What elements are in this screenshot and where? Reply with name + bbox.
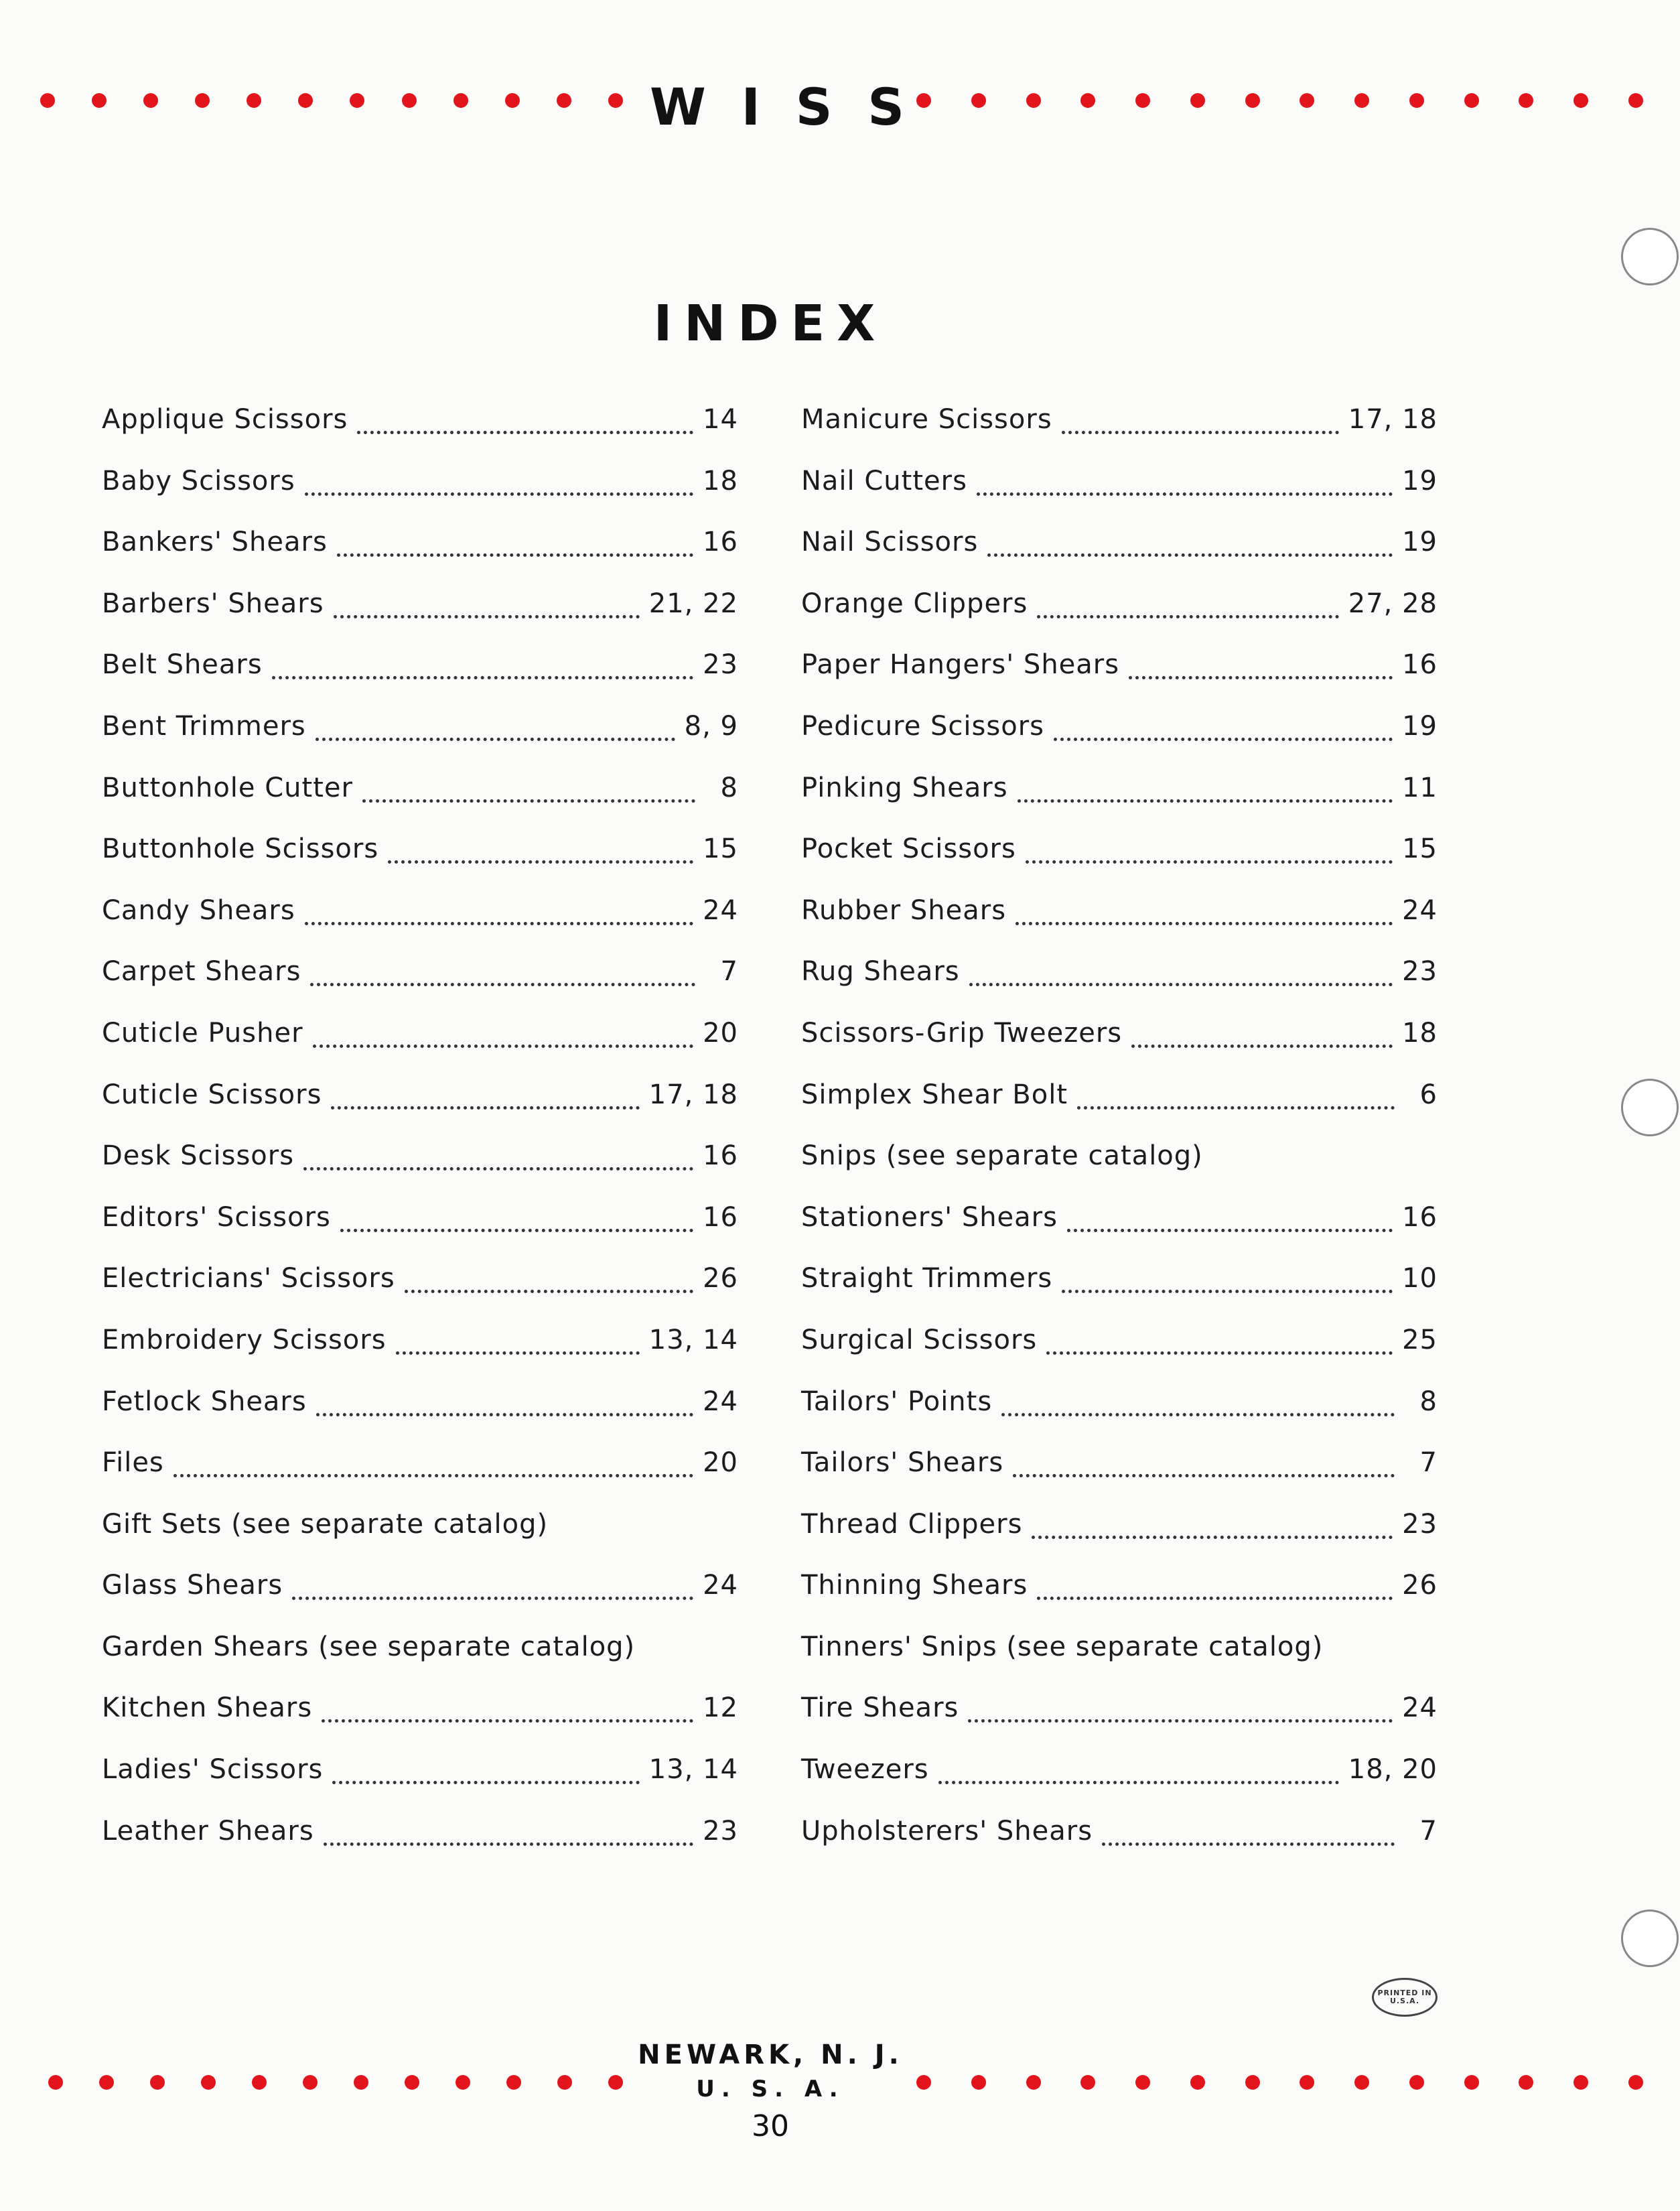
dot-leader xyxy=(332,1747,639,1784)
dot-leader xyxy=(337,519,693,557)
entry-name: Kitchen Shears xyxy=(102,1692,313,1724)
brand-letter: I xyxy=(741,77,760,137)
entry-name: Cuticle Scissors xyxy=(102,1079,322,1110)
entry-name: Paper Hangers' Shears xyxy=(801,649,1120,681)
red-dot xyxy=(1519,93,1533,108)
index-entry xyxy=(102,949,738,1010)
entry-name: Files xyxy=(102,1447,164,1479)
dot-leader xyxy=(405,1256,693,1293)
entry-name: Tweezers xyxy=(801,1754,929,1786)
red-dot xyxy=(557,93,571,108)
entry-page: 18 xyxy=(1402,1017,1438,1049)
red-dot xyxy=(247,93,261,108)
index-entry xyxy=(102,1133,738,1195)
index-entry xyxy=(102,1562,738,1624)
entry-page: 15 xyxy=(1402,833,1438,865)
dot-leader xyxy=(1062,397,1339,434)
index-column-right xyxy=(801,397,1438,1869)
index-entry xyxy=(801,642,1438,704)
index-entry xyxy=(102,1072,738,1134)
top-dots-left xyxy=(40,80,623,121)
entry-name: Baby Scissors xyxy=(102,465,295,496)
brand-letter: W xyxy=(650,77,706,137)
index-entry xyxy=(801,1440,1438,1501)
page-number: 30 xyxy=(752,2109,789,2143)
red-dot xyxy=(1354,93,1369,108)
index-entry xyxy=(801,1685,1438,1747)
entry-page: 19 xyxy=(1402,710,1438,742)
index-entry xyxy=(102,1501,738,1563)
entry-name: Stationers' Shears xyxy=(801,1201,1058,1233)
red-dot xyxy=(40,93,55,108)
red-dot xyxy=(402,93,417,108)
index-entry xyxy=(102,888,738,949)
index-entry xyxy=(801,1195,1438,1256)
entry-name: Belt Shears xyxy=(102,649,263,681)
dot-leader xyxy=(292,1562,693,1600)
dot-leader xyxy=(340,1195,693,1232)
dot-leader xyxy=(272,642,693,679)
index-entry xyxy=(801,949,1438,1010)
red-dot xyxy=(453,93,468,108)
entry-page: 8 xyxy=(1419,1386,1438,1417)
index-entry xyxy=(801,1317,1438,1379)
dot-leader xyxy=(316,1379,693,1416)
dot-leader xyxy=(303,1133,693,1170)
dot-leader xyxy=(969,949,1393,986)
entry-page: 23 xyxy=(1402,956,1438,988)
index-entry xyxy=(102,1195,738,1256)
dot-leader xyxy=(1037,581,1338,618)
entry-page: 16 xyxy=(703,1201,738,1233)
dot-leader xyxy=(1001,1379,1395,1416)
dot-leader xyxy=(987,519,1393,557)
entry-name: Scissors-Grip Tweezers xyxy=(801,1017,1123,1049)
entry-name: Electricians' Scissors xyxy=(102,1263,395,1294)
dot-leader xyxy=(977,458,1393,496)
red-dot xyxy=(143,93,158,108)
red-dot xyxy=(1573,93,1588,108)
dot-leader xyxy=(322,1685,693,1723)
entry-name: Bent Trimmers xyxy=(102,710,306,742)
dot-leader xyxy=(310,949,695,986)
entry-page: 18 xyxy=(703,465,738,496)
entry-page: 20 xyxy=(703,1447,738,1479)
index-entry xyxy=(102,1440,738,1501)
index-entry xyxy=(801,826,1438,888)
index-entry xyxy=(102,1747,738,1808)
index-entry xyxy=(102,1624,738,1686)
index-entry xyxy=(801,1624,1438,1686)
dot-leader xyxy=(1077,1072,1395,1110)
entry-page: 23 xyxy=(703,649,738,681)
entry-page: 24 xyxy=(1402,1692,1438,1724)
index-entry xyxy=(801,1010,1438,1072)
dot-leader xyxy=(305,458,693,496)
entry-name: Pocket Scissors xyxy=(801,833,1016,865)
entry-name: Surgical Scissors xyxy=(801,1324,1038,1355)
entry-name: Fetlock Shears xyxy=(102,1386,307,1417)
footer-country: U. S. A. xyxy=(696,2076,845,2102)
dot-leader xyxy=(316,704,675,741)
entry-name: Embroidery Scissors xyxy=(102,1324,387,1355)
red-dot xyxy=(1135,93,1150,108)
dot-leader xyxy=(1037,1562,1393,1600)
index-entry xyxy=(102,1379,738,1440)
entry-name: Ladies' Scissors xyxy=(102,1754,324,1786)
red-dot xyxy=(1245,93,1260,108)
red-dot xyxy=(1628,93,1643,108)
index-entry xyxy=(102,397,738,458)
brand-letter: S xyxy=(867,77,904,137)
entry-page: 11 xyxy=(1402,772,1438,803)
dot-leader xyxy=(1062,1256,1393,1293)
red-dot xyxy=(298,93,313,108)
entry-name: Applique Scissors xyxy=(102,404,348,435)
entry-page: 19 xyxy=(1402,465,1438,496)
entry-page: 23 xyxy=(1402,1508,1438,1540)
red-dot xyxy=(1026,93,1041,108)
entry-page: 17, 18 xyxy=(1348,404,1438,435)
red-dot xyxy=(1300,93,1314,108)
entry-name: Barbers' Shears xyxy=(102,588,324,619)
entry-name: Gift Sets (see separate catalog) xyxy=(102,1508,549,1540)
index-entry xyxy=(801,397,1438,458)
red-dot xyxy=(1190,93,1205,108)
entry-name: Tinners' Snips (see separate catalog) xyxy=(801,1631,1324,1662)
red-dot xyxy=(350,93,364,108)
index-entry xyxy=(102,581,738,643)
index-entry xyxy=(102,1256,738,1317)
entry-name: Carpet Shears xyxy=(102,956,301,988)
red-dot xyxy=(608,93,623,108)
index-entry xyxy=(102,642,738,704)
dot-leader xyxy=(362,765,695,803)
index-entry xyxy=(801,888,1438,949)
entry-page: 16 xyxy=(1402,649,1438,681)
index-entry xyxy=(102,1317,738,1379)
dot-leader xyxy=(968,1685,1393,1723)
index-entry xyxy=(102,826,738,888)
entry-page: 16 xyxy=(1402,1201,1438,1233)
dot-leader xyxy=(357,397,693,434)
red-dot xyxy=(1464,93,1479,108)
brand-wordmark xyxy=(650,75,904,139)
red-dot xyxy=(195,93,210,108)
entry-name: Tire Shears xyxy=(801,1692,959,1724)
binder-hole xyxy=(1621,1079,1679,1136)
entry-name: Straight Trimmers xyxy=(801,1263,1053,1294)
dot-leader xyxy=(305,888,693,925)
entry-name: Rug Shears xyxy=(801,956,960,988)
entry-name: Thread Clippers xyxy=(801,1508,1023,1540)
entry-name: Upholsterers' Shears xyxy=(801,1815,1093,1847)
entry-page: 15 xyxy=(703,833,738,865)
entry-name: Garden Shears (see separate catalog) xyxy=(102,1631,636,1662)
index-entry xyxy=(102,1685,738,1747)
index-entry xyxy=(801,704,1438,765)
entry-page: 7 xyxy=(720,956,738,988)
entry-page: 7 xyxy=(1419,1447,1438,1479)
index-entry xyxy=(102,704,738,765)
index-entry xyxy=(801,458,1438,520)
entry-page: 25 xyxy=(1402,1324,1438,1355)
dot-leader xyxy=(334,581,640,618)
entry-name: Nail Cutters xyxy=(801,465,967,496)
binder-hole xyxy=(1621,1910,1679,1967)
entry-page: 23 xyxy=(703,1815,738,1847)
dot-leader xyxy=(396,1317,640,1355)
index-entry xyxy=(102,519,738,581)
entry-name: Candy Shears xyxy=(102,894,295,926)
entry-page: 14 xyxy=(703,404,738,435)
entry-name: Tailors' Points xyxy=(801,1386,993,1417)
entry-name: Tailors' Shears xyxy=(801,1447,1004,1479)
entry-name: Snips (see separate catalog) xyxy=(801,1140,1203,1172)
entry-page: 27, 28 xyxy=(1348,588,1438,619)
index-entry xyxy=(801,581,1438,643)
dot-leader xyxy=(1032,1501,1393,1539)
entry-page: 12 xyxy=(703,1692,738,1724)
entry-name: Desk Scissors xyxy=(102,1140,295,1172)
entry-page: 6 xyxy=(1419,1079,1438,1110)
index-entry xyxy=(102,458,738,520)
index-entry xyxy=(801,1562,1438,1624)
binder-hole xyxy=(1621,228,1679,285)
red-dot xyxy=(92,93,107,108)
dot-leader xyxy=(1054,704,1393,741)
entry-page: 19 xyxy=(1402,527,1438,558)
entry-name: Simplex Shear Bolt xyxy=(801,1079,1068,1110)
dot-leader xyxy=(1129,642,1393,679)
index-column-left xyxy=(102,397,738,1869)
stamp-text: PRINTED IN U.S.A. xyxy=(1377,1989,1432,2005)
index-entry xyxy=(801,1256,1438,1317)
index-entry xyxy=(801,1501,1438,1563)
dot-leader xyxy=(1102,1808,1395,1846)
entry-page: 10 xyxy=(1402,1263,1438,1294)
dot-leader xyxy=(938,1747,1339,1784)
page-title: INDEX xyxy=(653,295,888,352)
index-entry xyxy=(801,765,1438,827)
index-entry xyxy=(102,1010,738,1072)
entry-page: 24 xyxy=(703,894,738,926)
entry-name: Thinning Shears xyxy=(801,1570,1028,1601)
entry-page: 16 xyxy=(703,1140,738,1172)
entry-page: 21, 22 xyxy=(648,588,738,619)
index-entry xyxy=(102,1808,738,1870)
entry-name: Bankers' Shears xyxy=(102,527,328,558)
dot-leader xyxy=(1131,1010,1393,1048)
entry-page: 16 xyxy=(703,527,738,558)
entry-name: Pedicure Scissors xyxy=(801,710,1044,742)
entry-page: 8 xyxy=(720,772,738,803)
index-entry xyxy=(102,765,738,827)
entry-page: 26 xyxy=(1402,1570,1438,1601)
entry-name: Buttonhole Cutter xyxy=(102,772,353,803)
entry-name: Leather Shears xyxy=(102,1815,314,1847)
entry-name: Nail Scissors xyxy=(801,527,979,558)
index-entry xyxy=(801,1072,1438,1134)
entry-page: 18, 20 xyxy=(1348,1754,1438,1786)
red-dot xyxy=(1080,93,1095,108)
dot-leader xyxy=(1067,1195,1393,1232)
entry-name: Editors' Scissors xyxy=(102,1201,331,1233)
index-entry xyxy=(801,1379,1438,1440)
red-dot xyxy=(1573,2075,1588,2090)
entry-page: 13, 14 xyxy=(648,1324,738,1355)
dot-leader xyxy=(1026,826,1393,864)
dot-leader xyxy=(1046,1317,1393,1355)
entry-page: 26 xyxy=(703,1263,738,1294)
dot-leader xyxy=(1013,1440,1395,1477)
entry-page: 20 xyxy=(703,1017,738,1049)
entry-page: 24 xyxy=(703,1570,738,1601)
dot-leader xyxy=(324,1808,693,1846)
red-dot xyxy=(1409,93,1424,108)
dot-leader xyxy=(1016,888,1393,925)
entry-page: 24 xyxy=(1402,894,1438,926)
dot-leader xyxy=(331,1072,639,1110)
entry-name: Buttonhole Scissors xyxy=(102,833,379,865)
entry-page: 13, 14 xyxy=(648,1754,738,1786)
dot-leader xyxy=(1018,765,1393,803)
entry-name: Manicure Scissors xyxy=(801,404,1052,435)
brand-letter: S xyxy=(795,77,833,137)
red-dot xyxy=(505,93,520,108)
index-entry xyxy=(801,1133,1438,1195)
printed-in-usa-stamp xyxy=(1372,1978,1438,2017)
entry-name: Pinking Shears xyxy=(801,772,1008,803)
entry-name: Rubber Shears xyxy=(801,894,1007,926)
entry-page: 24 xyxy=(703,1386,738,1417)
entry-page: 17, 18 xyxy=(648,1079,738,1110)
top-dots-right xyxy=(916,80,1643,121)
entry-name: Glass Shears xyxy=(102,1570,283,1601)
red-dot xyxy=(1628,2075,1643,2090)
index-entry xyxy=(801,519,1438,581)
dot-leader xyxy=(313,1010,694,1048)
entry-page: 7 xyxy=(1419,1815,1438,1847)
index-entry xyxy=(801,1808,1438,1870)
dot-leader xyxy=(388,826,693,864)
index-entry xyxy=(801,1747,1438,1808)
dot-leader xyxy=(173,1440,693,1477)
entry-name: Orange Clippers xyxy=(801,588,1028,619)
red-dot xyxy=(971,93,986,108)
red-dot xyxy=(916,93,931,108)
footer-city: NEWARK, N. J. xyxy=(638,2039,903,2070)
entry-name: Cuticle Pusher xyxy=(102,1017,303,1049)
entry-page: 8, 9 xyxy=(684,710,738,742)
